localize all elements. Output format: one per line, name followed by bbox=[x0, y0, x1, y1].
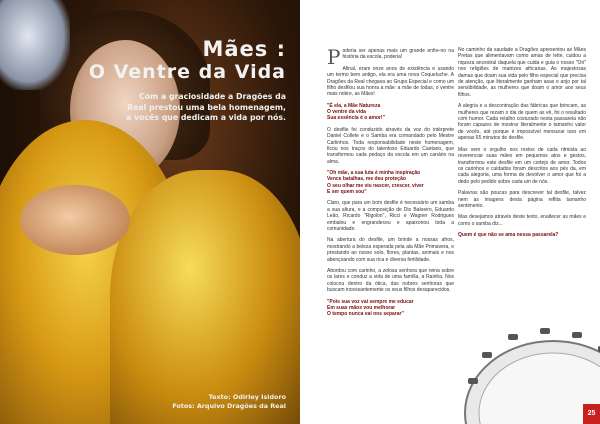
paragraph bbox=[327, 45, 454, 69]
paragraph: No caminho da saudade a Dragões apresentou as Mães Pretas que alimentavam como amas de leite, cuidou a riqueza ancestral daquela que cuida e guia o nosso "Ori" nos religiões de matrizes africanas. As majestosas damas que doam sua vida pelo filho especial que precisa de atenção, que literalmente ganham asas e anjo por tal sensibilidade, as mulheres que doam o amor aos seus filhos. bbox=[458, 47, 586, 98]
article-column-2 bbox=[458, 47, 586, 244]
paragraph: Afinal, eram onze anos de existência e usando um termo bem antigo, ela era uma nova Coqueluche. A Dragões da Real chegava ao Grupo Especial e como um filho desfilou sua honra a mãe: a mãe de todas, o ventre mais nobre, as Mães! bbox=[327, 65, 454, 98]
paragraph-text: oderia ser apenas mais um grande enfre-no na história da escola, poderia! bbox=[342, 48, 454, 61]
pull-quote: "Pois sua voz vai sempre me educar Em suas mãos vou melhorar O tempo nunca vai nos separar" bbox=[327, 298, 414, 318]
paragraph: O desfile foi conduzido através da voz do intérprete Daniel Collete e o Samba era comandado pelo Mestre Carlinhos. Toda responsabilidade neste homenagem, ficou nos traços do talentoso Eduardo Caetano, que transformou cada pedaço da escola em um canário na alma. bbox=[327, 126, 454, 165]
photo-child-shape bbox=[20, 185, 130, 255]
article-title bbox=[89, 38, 286, 83]
paragraph: Mas desejamos através deste texto, enaltecer as mães e como o samba diz... bbox=[458, 214, 586, 227]
drop-cap: P bbox=[327, 45, 341, 69]
paragraph: Na abertura do desfile, um brinde a nossas afros, mostrando a beleza esperada pela ala Mãe Primavera, e prestando ao nosso solo, flores, plantas, animais e nos abençoando com sua rica e diversa fertilidade. bbox=[327, 237, 454, 263]
tambourine-illustration bbox=[458, 318, 600, 424]
photo-golden-robe bbox=[110, 170, 300, 424]
credit-photos: Fotos: Arquivo Dragões da Real bbox=[172, 401, 286, 410]
paragraph: Abordou com carinho, a zelosa senhora que reina sobre os lares e conduz a vida de uma família, a Rainha. Nos colocou dentro da ótica, das nobres senhoras que buscam incessantemente os seus filhos desaparecidos. bbox=[327, 268, 454, 294]
closing-line: Quem é que não se ama nessa passarela? bbox=[458, 232, 559, 239]
pull-quote: "É ela, a Mãe Natureza O ventre da vida Sua essência é o amor!" bbox=[327, 102, 385, 122]
photo-crown-shape bbox=[0, 0, 70, 90]
paragraph: Palavras são poucas para descrever tal desfile, talvez nem as imagens desta página reflita tamanho sentimento. bbox=[458, 190, 586, 209]
article-column-1 bbox=[327, 45, 454, 323]
pull-quote: "Oh mãe, a sua luta é minha inspiração Vence batalhas, me deu proteção O seu olhar me viu nascer, crescer, viver E ser quem sou" bbox=[327, 170, 424, 196]
page-number: 25 bbox=[583, 404, 600, 424]
title-line-1: Mães : bbox=[202, 37, 286, 61]
title-line-2: O Ventre da Vida bbox=[88, 60, 286, 83]
article-lead: Com a graciosidade a Dragões da Real prestou uma bela homenagem, a vocês que dedicam a vida por nós. bbox=[126, 92, 286, 123]
credits bbox=[172, 393, 286, 411]
tambourine-icon bbox=[465, 328, 600, 424]
paragraph: A alegria e a descontração das fábricas que brincam, as mulheres que rezam o dia de quem as vê, foi o resultado com humor. Cada retalho costurado nesta passarela não foram capazes de mostrar literalmente o tamanho valor de vocês, até porque é impossível mensurar isso em apenas 65 minutos de desfile. bbox=[458, 103, 586, 142]
paragraph: Claro, que para um bom desfile é necessário um samba a sua altura, e a composição de Dio Baloeiro, Eduardo Leão, Ricardo "Rigolon", Ricci e Wagner Rodrigues embalou e engrandeceu e apaixonou toda a comunidade. bbox=[327, 200, 454, 232]
paragraph: Mas vem o orgulho nos rostos de cada ritmista ao reverenciar suas mães em pequenos atos e gestos, transformou este desfile em um cortejo de amor. Todos os carinhos e cuidados foram descritos aos pés da, em cada alegoria, uma forma de devolver o amor que foi a dedo pelo pedido sobre cada um de nós. bbox=[458, 146, 586, 185]
credit-text: Texto: Odirley Isidoro bbox=[208, 393, 286, 401]
